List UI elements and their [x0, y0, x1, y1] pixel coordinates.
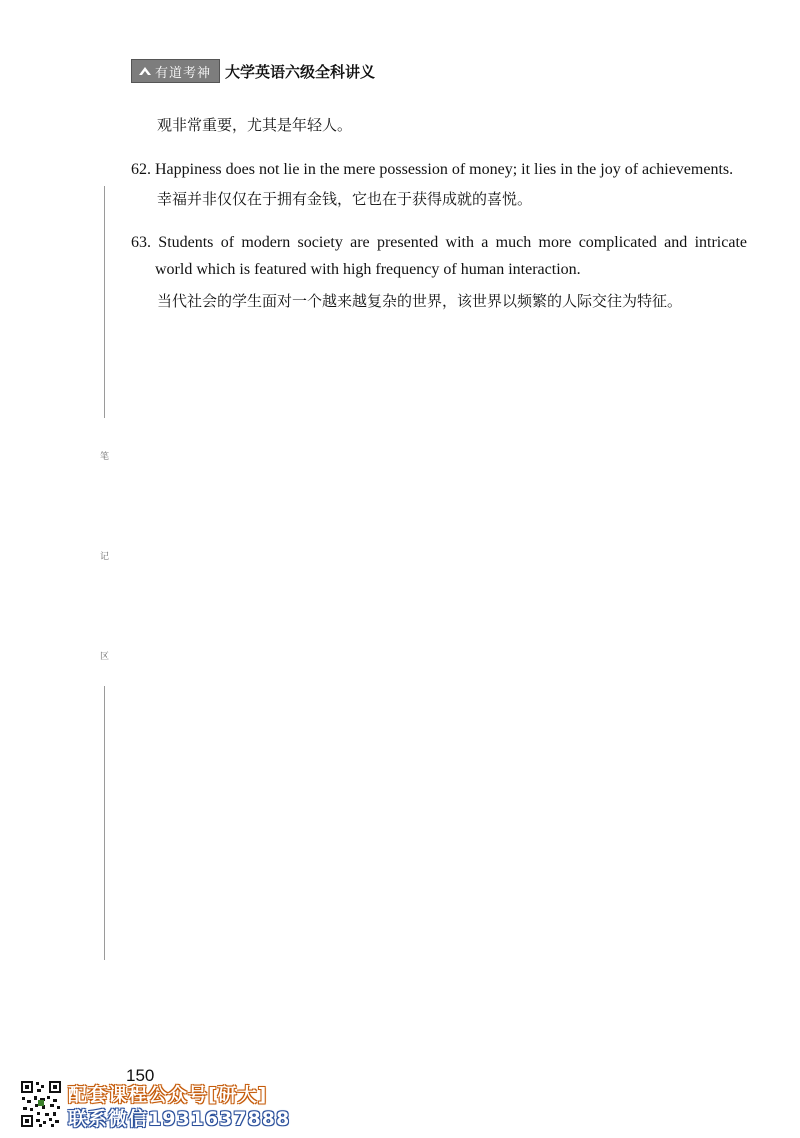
page-number: 150 [126, 1066, 155, 1085]
notes-label-char-1: 笔 [100, 452, 110, 462]
watermark-line-1: 配套课程公众号[研大] [68, 1084, 268, 1106]
book-icon [138, 65, 152, 77]
item-62-chinese: 幸福并非仅仅在于拥有金钱，它也在于获得成就的喜悦。 [157, 190, 533, 208]
notes-label-char-2: 记 [100, 552, 110, 562]
qr-code-icon [20, 1080, 62, 1128]
item-63-english-line-2: world which is featured with high frequency of human interaction. [155, 261, 581, 278]
continued-line: 观非常重要，尤其是年轻人。 [157, 116, 353, 134]
item-63-english-line-1: 63. Students of modern society are presented with a much more complicated and intricate [131, 234, 747, 251]
watermark-line-2: 联系微信1931637888 [68, 1108, 291, 1130]
page-header [131, 58, 375, 84]
item-62-english: 62. Happiness does not lie in the mere possession of money; it lies in the joy of achievements. [131, 161, 734, 178]
logo-text: 有道考神 [155, 65, 212, 81]
book-title: 大学英语六级全科讲义 [225, 62, 376, 81]
brand-logo [131, 59, 220, 83]
notes-rule-top [104, 186, 105, 418]
notes-rule-bottom [104, 686, 105, 960]
item-63-chinese: 当代社会的学生面对一个越来越复杂的世界，该世界以频繁的人际交往为特征。 [157, 292, 683, 310]
notes-label-char-3: 区 [100, 652, 110, 662]
